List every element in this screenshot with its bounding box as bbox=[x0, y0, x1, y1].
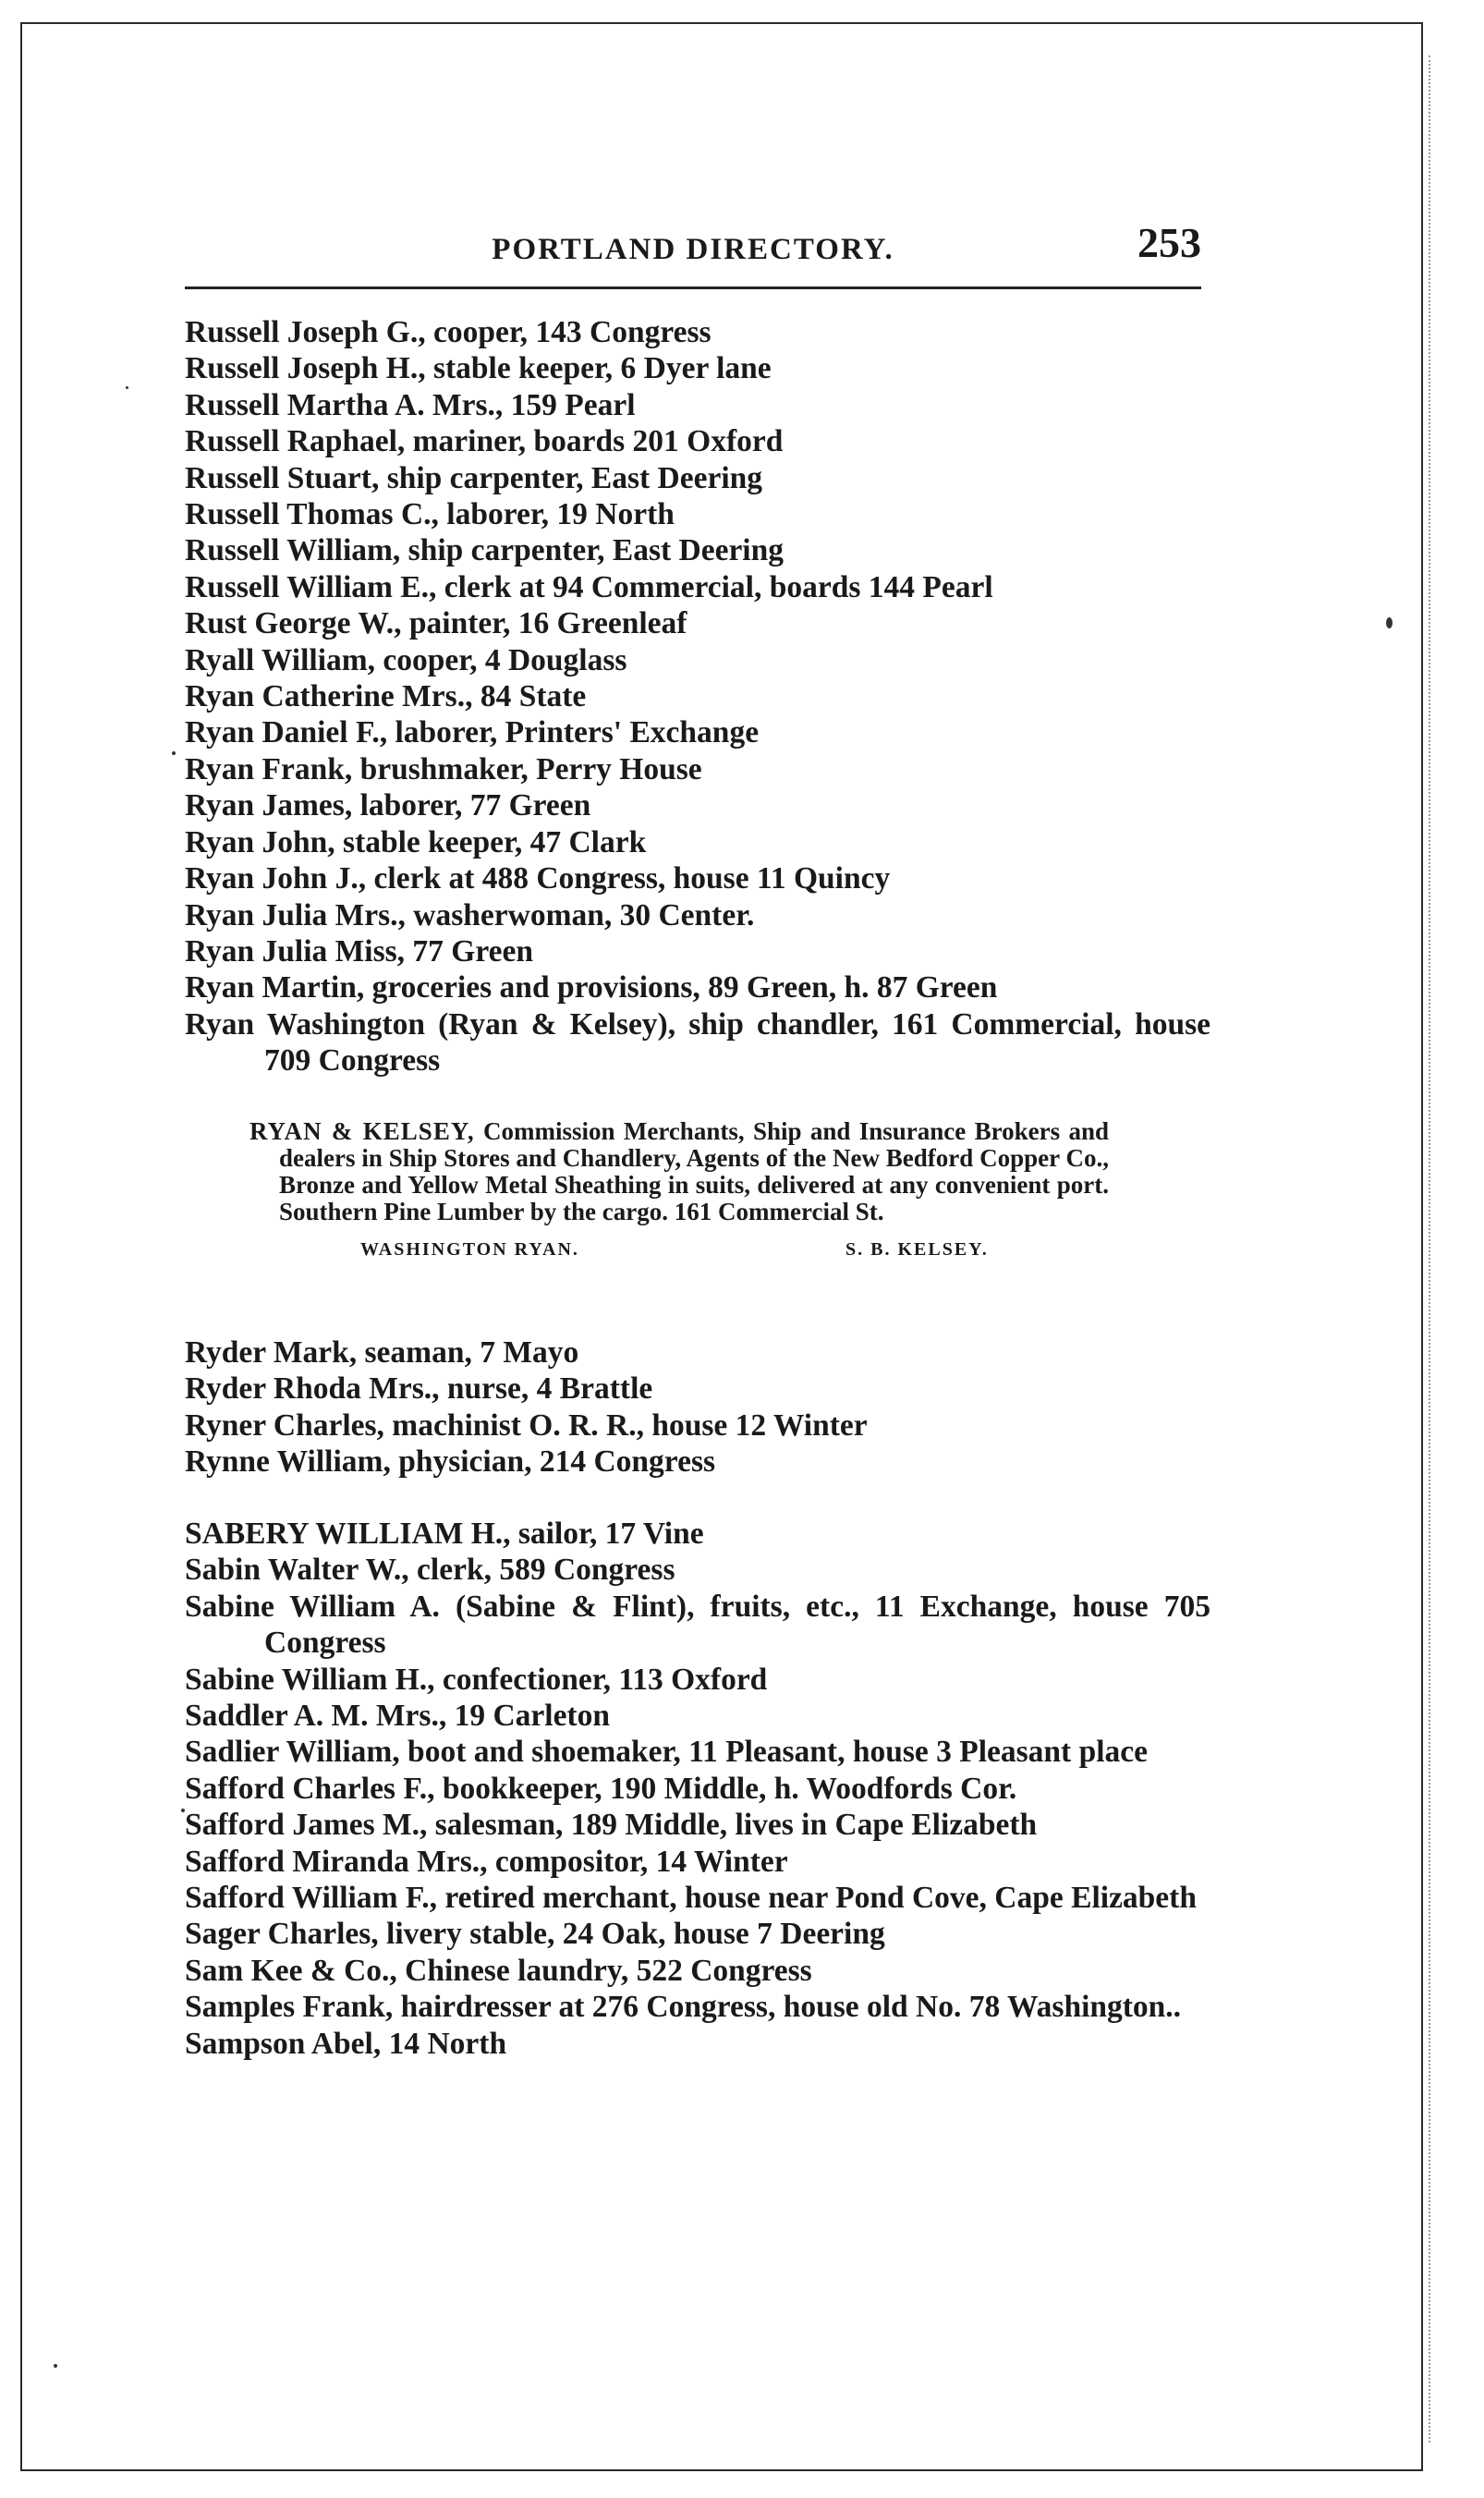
directory-entry: Ryder Mark, seaman, 7 Mayo bbox=[185, 1335, 579, 1370]
directory-entry: Sager Charles, livery stable, 24 Oak, house 7 Deering bbox=[185, 1917, 885, 1952]
scan-speck bbox=[1386, 617, 1393, 628]
directory-entry: Rust George W., painter, 16 Greenleaf bbox=[185, 606, 687, 641]
directory-entry: Safford William F., retired merchant, house near Pond Cove, Cape Elizabeth bbox=[185, 1881, 1197, 1916]
directory-entry: Ryner Charles, machinist O. R. R., house 12 Winter bbox=[185, 1407, 868, 1443]
business-advertisement bbox=[249, 1118, 1109, 1264]
directory-entry: Ryan James, laborer, 77 Green bbox=[185, 788, 591, 823]
directory-entries-ryder-rynne bbox=[185, 1334, 1210, 1481]
advertisement-firm: RYAN & KELSEY, bbox=[249, 1117, 475, 1145]
directory-entry: Russell Stuart, ship carpenter, East Deering bbox=[185, 460, 763, 495]
directory-entry: Sabin Walter W., clerk, 589 Congress bbox=[185, 1553, 675, 1588]
directory-entry: Sam Kee & Co., Chinese laundry, 522 Congress bbox=[185, 1953, 812, 1988]
directory-entry: Samples Frank, hairdresser at 276 Congress, house old No. 78 Washington.. bbox=[185, 1990, 1182, 2025]
scan-speck bbox=[54, 2364, 57, 2368]
page-number: 253 bbox=[1137, 219, 1201, 266]
directory-entry: Saddler A. M. Mrs., 19 Carleton bbox=[185, 1699, 610, 1734]
directory-entry: Sadlier William, boot and shoemaker, 11 Pleasant, house 3 Pleasant place bbox=[185, 1735, 1149, 1770]
header-rule bbox=[185, 286, 1201, 289]
scan-speck bbox=[126, 386, 128, 389]
directory-entry: Ryan Julia Miss, 77 Green bbox=[185, 933, 533, 969]
directory-entry: Sabine William A. (Sabine & Flint), fruits, etc., 11 Exchange, house 705 Congress bbox=[185, 1589, 1210, 1661]
directory-entry: Ryan Frank, brushmaker, Perry House bbox=[185, 751, 702, 786]
directory-entry: Sabine William H., confectioner, 113 Oxford bbox=[185, 1662, 768, 1697]
directory-entry: Russell Joseph H., stable keeper, 6 Dyer lane bbox=[185, 351, 772, 386]
partner-name: WASHINGTON RYAN. bbox=[360, 1239, 579, 1260]
directory-entry: Ryan Daniel F., laborer, Printers' Exchange bbox=[185, 715, 760, 750]
directory-entry: Safford Charles F., bookkeeper, 190 Middle, h. Woodfords Cor. bbox=[185, 1771, 1017, 1806]
advertisement-body: Commission Merchants, Ship and Insurance Brokers and dealers in Ship Stores and Chandlery, Agents of the New Bedford Copper Co., Bronze and Yellow Metal Sheathing in suits, delivered at any convenient port. Southern Pine Lumber by the cargo. 161 Commercial St. bbox=[279, 1117, 1110, 1225]
directory-entry: Rynne William, physician, 214 Congress bbox=[185, 1444, 716, 1480]
scan-speck bbox=[172, 751, 176, 755]
directory-entries-sabery-sampson bbox=[185, 1516, 1210, 2062]
directory-entry: Ryder Rhoda Mrs., nurse, 4 Brattle bbox=[185, 1371, 653, 1407]
directory-entry: Ryan Martin, groceries and provisions, 89 Green, h. 87 Green bbox=[185, 970, 998, 1005]
directory-entry: Russell Thomas C., laborer, 19 North bbox=[185, 497, 675, 532]
directory-entry: Safford Miranda Mrs., compositor, 14 Winter bbox=[185, 1844, 788, 1879]
directory-entry: Ryan Catherine Mrs., 84 State bbox=[185, 679, 587, 714]
directory-entry: Russell Joseph G., cooper, 143 Congress bbox=[185, 315, 712, 349]
directory-entry: Safford James M., salesman, 189 Middle, lives in Cape Elizabeth bbox=[185, 1808, 1038, 1843]
scan-speck bbox=[181, 1809, 185, 1812]
directory-entry: Ryan Washington (Ryan & Kelsey), ship chandler, 161 Commercial, house 709 Congress bbox=[185, 1006, 1210, 1078]
directory-entry: Ryan John, stable keeper, 47 Clark bbox=[185, 824, 647, 859]
directory-entry: Ryall William, cooper, 4 Douglass bbox=[185, 642, 627, 677]
page-header bbox=[185, 218, 1201, 283]
directory-entry: Sampson Abel, 14 North bbox=[185, 2026, 507, 2061]
running-title: PORTLAND DIRECTORY. bbox=[492, 233, 894, 266]
directory-entry: Ryan Julia Mrs., washerwoman, 30 Center. bbox=[185, 897, 755, 932]
directory-entry: Russell William, ship carpenter, East Deering bbox=[185, 533, 784, 568]
directory-entry: Russell William E., clerk at 94 Commercial, boards 144 Pearl bbox=[185, 569, 993, 604]
advertisement-text bbox=[249, 1118, 1109, 1225]
directory-entries-russell-ryan bbox=[185, 314, 1210, 1079]
directory-entry: Russell Raphael, mariner, boards 201 Oxford bbox=[185, 424, 784, 459]
partner-name: S. B. KELSEY. bbox=[845, 1239, 989, 1260]
directory-entry: Ryan John J., clerk at 488 Congress, house 11 Quincy bbox=[185, 861, 891, 896]
page-edge-dots bbox=[1429, 55, 1430, 2443]
directory-entry: SABERY WILLIAM H., sailor, 17 Vine bbox=[185, 1517, 704, 1551]
advertisement-partners bbox=[249, 1237, 1109, 1264]
directory-entry: Russell Martha A. Mrs., 159 Pearl bbox=[185, 387, 636, 422]
